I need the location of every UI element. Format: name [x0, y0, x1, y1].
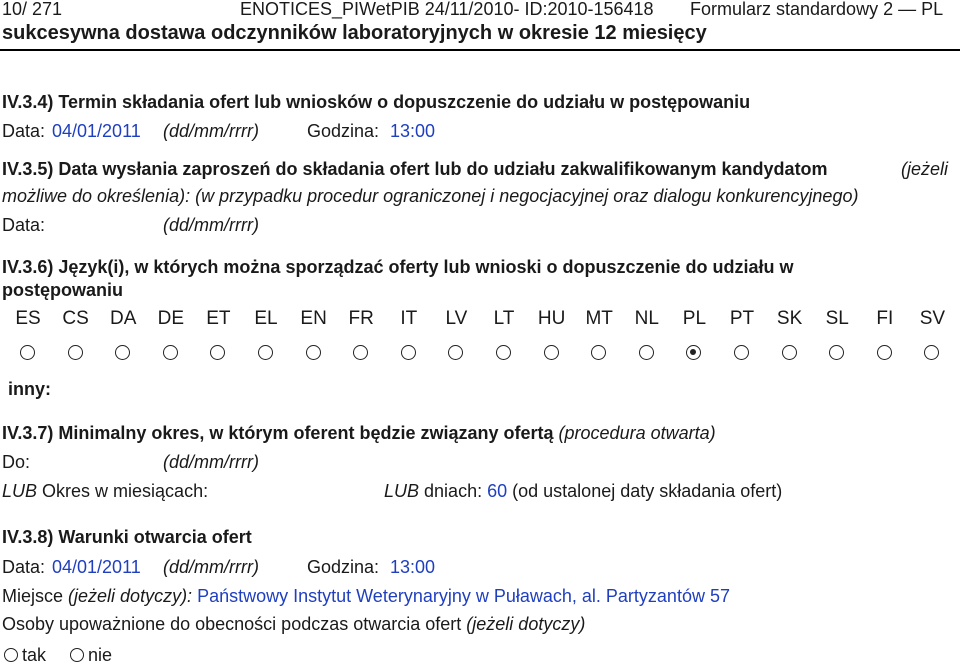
or-label: LUB	[2, 481, 38, 501]
language-code-pl: PL	[682, 308, 707, 329]
language-code-hu: HU	[537, 308, 566, 329]
field-label: Data:	[2, 121, 46, 141]
language-codes	[0, 308, 960, 336]
language-code-da: DA	[109, 308, 137, 329]
language-radio-sv[interactable]	[924, 345, 939, 360]
section-title: IV.3.5) Data wysłania zaproszeń do składania ofert lub do udziału zakwalifikowanym kandydatom	[2, 159, 828, 179]
language-radio-da[interactable]	[115, 345, 130, 360]
time-value: 13:00	[390, 557, 436, 577]
language-code-nl: NL	[634, 308, 659, 329]
language-code-lv: LV	[445, 308, 468, 329]
language-radio-nl[interactable]	[639, 345, 654, 360]
language-code-mt: MT	[585, 308, 613, 329]
section-title: IV.3.4) Termin składania ofert lub wniosków o dopuszczenie do udziału w postępowaniu	[2, 92, 751, 112]
page-number: 10/ 271	[2, 0, 63, 19]
language-radio-es[interactable]	[20, 345, 35, 360]
section-note: (jeżeli	[901, 159, 949, 179]
section-title: IV.3.8) Warunki otwarcia ofert	[2, 527, 252, 547]
language-code-it: IT	[400, 308, 418, 329]
section-title-row	[2, 423, 716, 444]
language-radio-mt[interactable]	[591, 345, 606, 360]
language-code-lt: LT	[493, 308, 515, 329]
language-radio-en[interactable]	[306, 345, 321, 360]
form-name: Formularz standardowy 2 — PL	[690, 0, 944, 19]
field-label: Osoby upoważnione do obecności podczas otwarcia ofert	[2, 614, 462, 634]
other-language-label: inny:	[8, 379, 51, 399]
language-radio-fi[interactable]	[877, 345, 892, 360]
no-radio[interactable]	[70, 648, 84, 662]
language-code-fi: FI	[876, 308, 894, 329]
date-format: (dd/mm/rrrr)	[163, 215, 259, 235]
language-code-sk: SK	[776, 308, 803, 329]
or-label: LUB	[384, 481, 420, 501]
language-code-es: ES	[15, 308, 41, 329]
persons-row	[2, 614, 585, 635]
section-title: postępowaniu	[2, 280, 123, 300]
field-label: Godzina:	[307, 121, 380, 141]
language-radio-lt[interactable]	[496, 345, 511, 360]
date-value: 04/01/2011	[52, 121, 141, 141]
contract-subject: sukcesywna dostawa odczynników laboratoryjnych w okresie 12 miesięcy	[2, 22, 707, 44]
section-title: IV.3.7) Minimalny okres, w którym oferent będzie związany ofertą	[2, 423, 554, 443]
language-radio-fr[interactable]	[353, 345, 368, 360]
language-code-et: ET	[206, 308, 231, 329]
language-code-sv: SV	[919, 308, 946, 329]
language-radio-de[interactable]	[163, 345, 178, 360]
field-label: dniach:	[424, 481, 483, 501]
field-label: Data:	[2, 215, 46, 235]
field-label: Do:	[2, 452, 31, 472]
language-code-sl: SL	[825, 308, 849, 329]
field-note: (jeżeli dotyczy)	[466, 614, 586, 634]
language-code-pt: PT	[729, 308, 755, 329]
date-value: 04/01/2011	[52, 557, 141, 577]
language-radio-it[interactable]	[401, 345, 416, 360]
date-format: (dd/mm/rrrr)	[163, 121, 259, 141]
language-radio-sl[interactable]	[829, 345, 844, 360]
field-label: Miejsce	[2, 586, 64, 606]
field-label: Data:	[2, 557, 46, 577]
language-radio-pl[interactable]	[686, 345, 701, 360]
section-note: (procedura otwarta)	[558, 423, 716, 443]
field-label: Okres w miesiącach:	[42, 481, 209, 501]
field-label: Godzina:	[307, 557, 380, 577]
language-code-en: EN	[300, 308, 327, 329]
yes-label: tak	[22, 645, 47, 665]
notice-id: ENOTICES_PIWetPIB 24/11/2010- ID:2010-156418	[240, 0, 654, 19]
months-row	[2, 481, 208, 502]
language-radio-lv[interactable]	[448, 345, 463, 360]
field-note: (jeżeli dotyczy):	[68, 586, 193, 606]
section-title: IV.3.6) Język(i), w których można sporządzać oferty lub wnioski o dopuszczenie do udziału w	[2, 257, 794, 277]
place-row	[2, 586, 730, 607]
time-value: 13:00	[390, 121, 436, 141]
header-divider	[0, 49, 960, 51]
language-code-cs: CS	[62, 308, 89, 329]
days-suffix: (od ustalonej daty składania ofert)	[512, 481, 783, 501]
language-radio-hu[interactable]	[544, 345, 559, 360]
language-radio-pt[interactable]	[734, 345, 749, 360]
language-code-fr: FR	[348, 308, 374, 329]
language-code-de: DE	[157, 308, 184, 329]
language-code-el: EL	[254, 308, 278, 329]
section-note: możliwe do określenia): (w przypadku procedur ograniczonej i negocjacyjnej oraz dialogu konkurencyjnego)	[2, 186, 859, 206]
place-value: Państwowy Instytut Weterynaryjny w Puławach, al. Partyzantów 57	[197, 586, 730, 606]
language-radio-et[interactable]	[210, 345, 225, 360]
language-radio-el[interactable]	[258, 345, 273, 360]
yes-radio[interactable]	[4, 648, 18, 662]
no-label: nie	[88, 645, 113, 665]
days-value: 60	[487, 481, 508, 501]
language-radio-cs[interactable]	[68, 345, 83, 360]
date-format: (dd/mm/rrrr)	[163, 557, 259, 577]
date-format: (dd/mm/rrrr)	[163, 452, 259, 472]
yes-no-row	[4, 645, 112, 666]
days-row	[384, 481, 782, 502]
language-radio-sk[interactable]	[782, 345, 797, 360]
